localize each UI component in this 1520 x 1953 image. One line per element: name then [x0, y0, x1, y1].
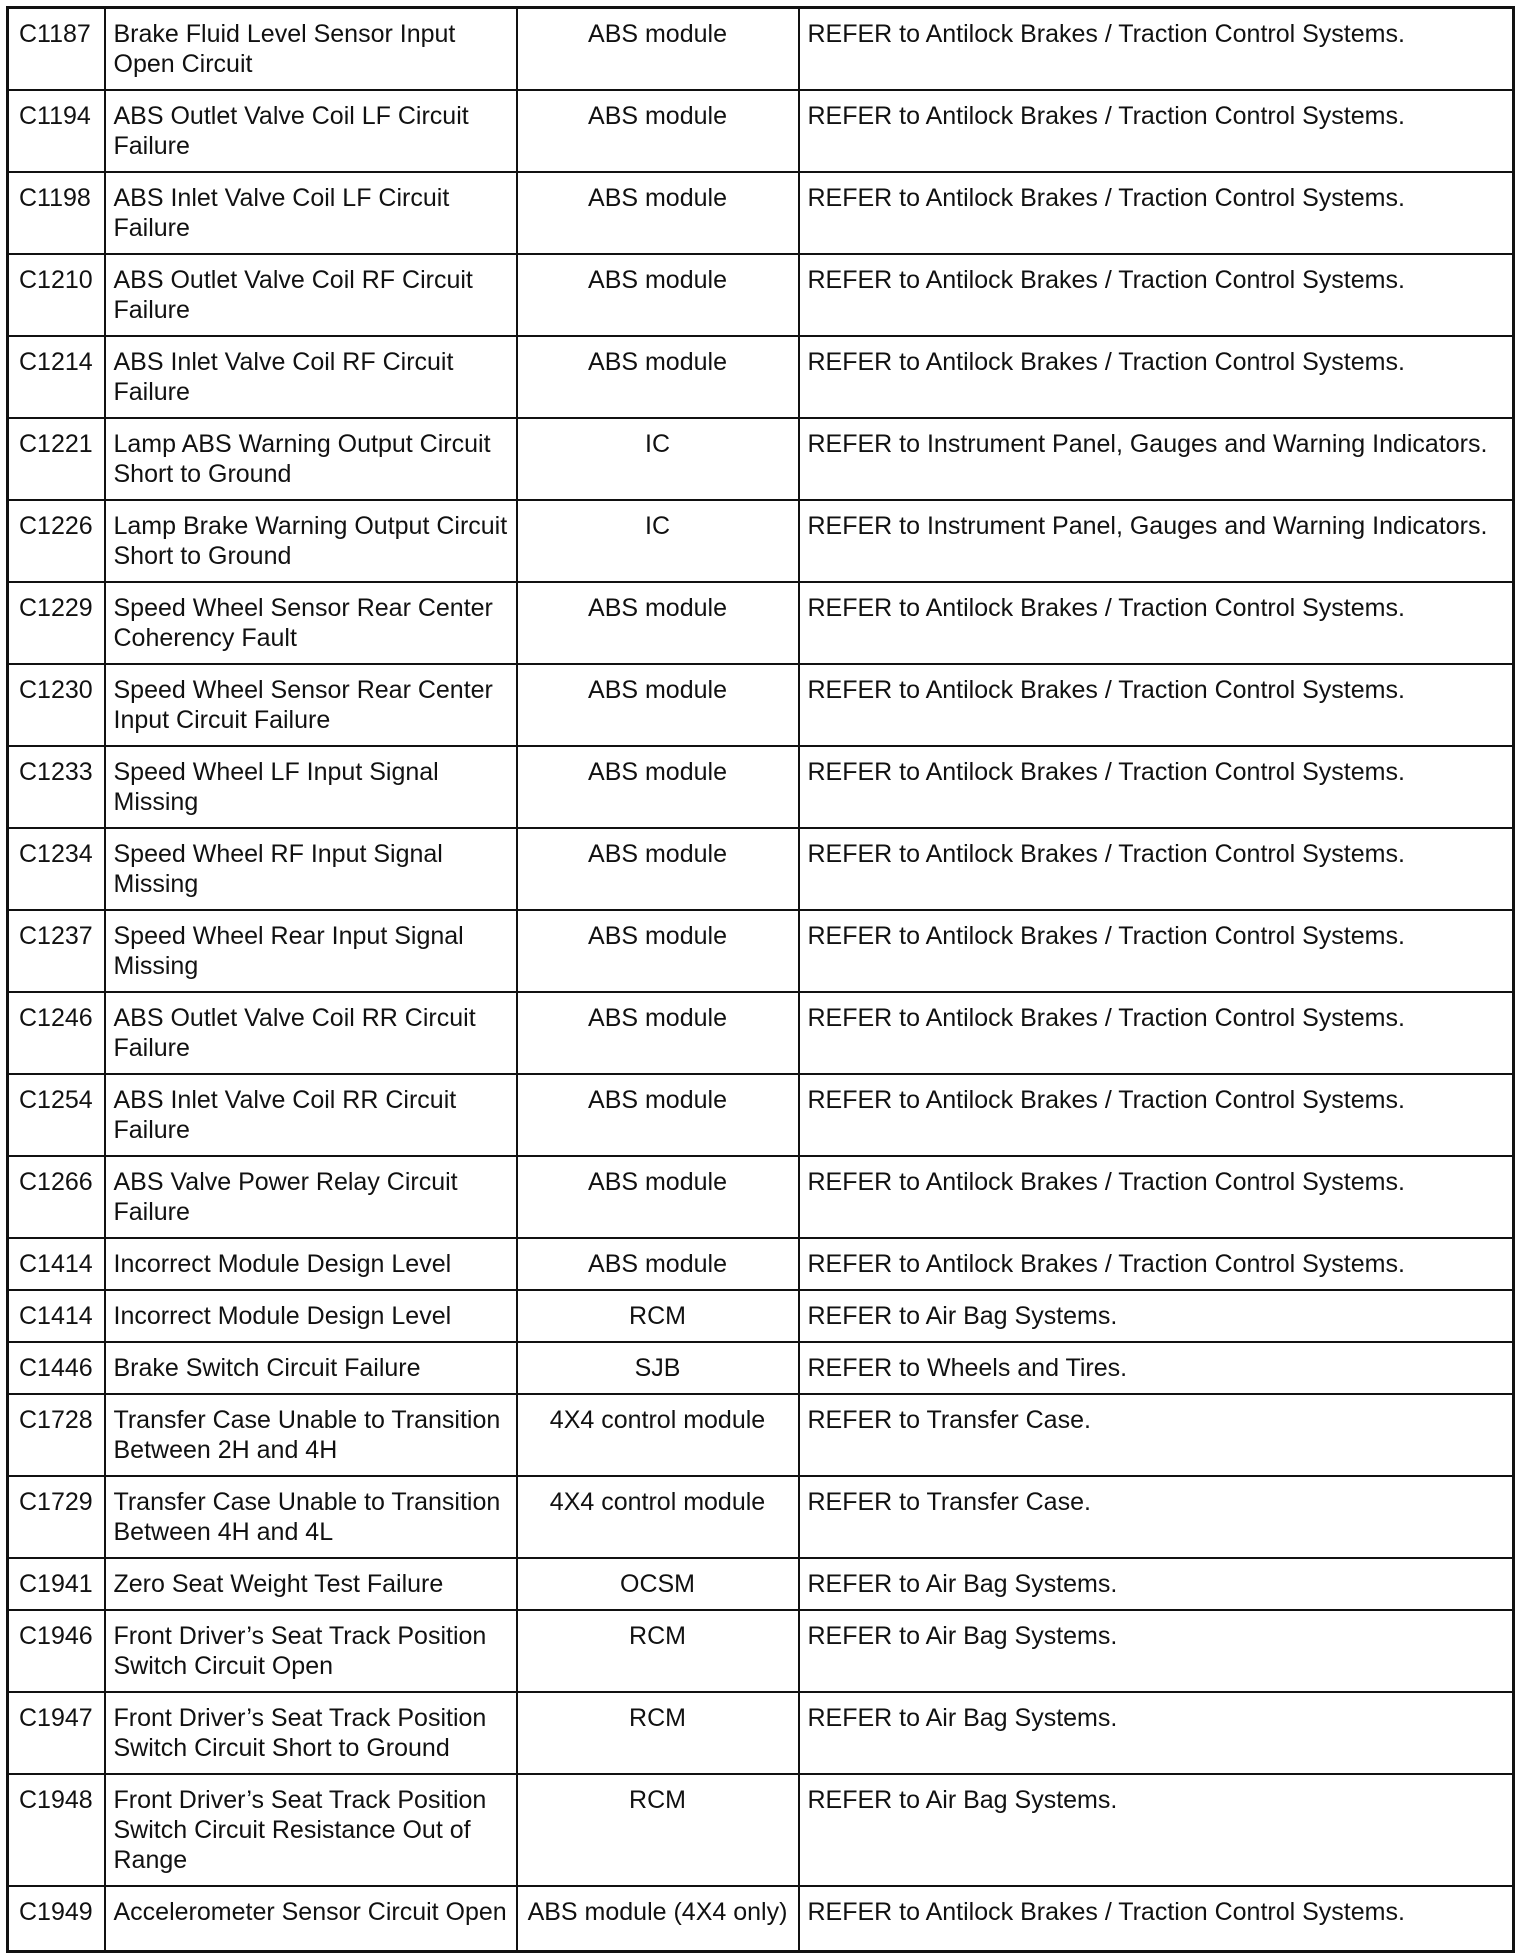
table-row — [8, 582, 1514, 664]
table-row — [8, 1886, 1514, 1951]
dtc-description: Speed Wheel Sensor Rear Center Coherency Fault — [105, 582, 517, 664]
dtc-action: REFER to Air Bag Systems. — [799, 1774, 1514, 1886]
dtc-code: C1414 — [8, 1290, 105, 1342]
dtc-code: C1728 — [8, 1394, 105, 1476]
dtc-module: 4X4 control module — [517, 1476, 799, 1558]
dtc-description: Accelerometer Sensor Circuit Open — [105, 1886, 517, 1951]
dtc-code: C1949 — [8, 1886, 105, 1951]
dtc-description: ABS Outlet Valve Coil LF Circuit Failure — [105, 90, 517, 172]
dtc-description: Speed Wheel LF Input Signal Missing — [105, 746, 517, 828]
dtc-module: ABS module — [517, 1238, 799, 1290]
dtc-action: REFER to Instrument Panel, Gauges and Warning Indicators. — [799, 418, 1514, 500]
dtc-module: ABS module — [517, 992, 799, 1074]
dtc-module: ABS module (4X4 only) — [517, 1886, 799, 1951]
dtc-action: REFER to Antilock Brakes / Traction Control Systems. — [799, 828, 1514, 910]
dtc-module: ABS module — [517, 1156, 799, 1238]
dtc-action: REFER to Air Bag Systems. — [799, 1610, 1514, 1692]
dtc-code: C1194 — [8, 90, 105, 172]
dtc-module: 4X4 control module — [517, 1394, 799, 1476]
dtc-description: Transfer Case Unable to Transition Between 2H and 4H — [105, 1394, 517, 1476]
dtc-action: REFER to Instrument Panel, Gauges and Warning Indicators. — [799, 500, 1514, 582]
dtc-module: ABS module — [517, 828, 799, 910]
dtc-module: ABS module — [517, 172, 799, 254]
dtc-action: REFER to Antilock Brakes / Traction Control Systems. — [799, 910, 1514, 992]
table-row — [8, 992, 1514, 1074]
dtc-code: C1446 — [8, 1342, 105, 1394]
dtc-module: RCM — [517, 1692, 799, 1774]
dtc-action: REFER to Wheels and Tires. — [799, 1342, 1514, 1394]
dtc-description: ABS Outlet Valve Coil RR Circuit Failure — [105, 992, 517, 1074]
dtc-description: ABS Inlet Valve Coil RF Circuit Failure — [105, 336, 517, 418]
dtc-code: C1187 — [8, 8, 105, 91]
dtc-code: C1234 — [8, 828, 105, 910]
dtc-description: Speed Wheel RF Input Signal Missing — [105, 828, 517, 910]
table-row — [8, 1290, 1514, 1342]
dtc-table — [6, 6, 1515, 1953]
dtc-description: ABS Inlet Valve Coil LF Circuit Failure — [105, 172, 517, 254]
dtc-module: ABS module — [517, 1074, 799, 1156]
dtc-action: REFER to Antilock Brakes / Traction Control Systems. — [799, 992, 1514, 1074]
dtc-action: REFER to Air Bag Systems. — [799, 1692, 1514, 1774]
table-row — [8, 254, 1514, 336]
dtc-action: REFER to Transfer Case. — [799, 1394, 1514, 1476]
dtc-action: REFER to Antilock Brakes / Traction Control Systems. — [799, 1238, 1514, 1290]
dtc-module: ABS module — [517, 336, 799, 418]
dtc-code: C1229 — [8, 582, 105, 664]
table-row — [8, 336, 1514, 418]
dtc-code: C1230 — [8, 664, 105, 746]
dtc-action: REFER to Antilock Brakes / Traction Control Systems. — [799, 1886, 1514, 1951]
table-row — [8, 910, 1514, 992]
table-row — [8, 746, 1514, 828]
dtc-code: C1210 — [8, 254, 105, 336]
table-row — [8, 664, 1514, 746]
dtc-module: ABS module — [517, 90, 799, 172]
dtc-description: Front Driver’s Seat Track Position Switch Circuit Resistance Out of Range — [105, 1774, 517, 1886]
dtc-module: SJB — [517, 1342, 799, 1394]
dtc-code: C1941 — [8, 1558, 105, 1610]
table-row — [8, 172, 1514, 254]
table-row — [8, 1156, 1514, 1238]
table-row — [8, 1558, 1514, 1610]
dtc-description: Speed Wheel Sensor Rear Center Input Circuit Failure — [105, 664, 517, 746]
dtc-description: Lamp Brake Warning Output Circuit Short to Ground — [105, 500, 517, 582]
dtc-module: ABS module — [517, 254, 799, 336]
dtc-code: C1947 — [8, 1692, 105, 1774]
dtc-code: C1226 — [8, 500, 105, 582]
dtc-action: REFER to Antilock Brakes / Traction Control Systems. — [799, 172, 1514, 254]
dtc-code: C1266 — [8, 1156, 105, 1238]
dtc-description: Front Driver’s Seat Track Position Switch Circuit Open — [105, 1610, 517, 1692]
dtc-action: REFER to Antilock Brakes / Traction Control Systems. — [799, 746, 1514, 828]
dtc-description: Zero Seat Weight Test Failure — [105, 1558, 517, 1610]
dtc-description: Front Driver’s Seat Track Position Switch Circuit Short to Ground — [105, 1692, 517, 1774]
dtc-action: REFER to Antilock Brakes / Traction Control Systems. — [799, 1156, 1514, 1238]
dtc-module: RCM — [517, 1774, 799, 1886]
table-row — [8, 1238, 1514, 1290]
dtc-action: REFER to Antilock Brakes / Traction Control Systems. — [799, 664, 1514, 746]
dtc-module: ABS module — [517, 664, 799, 746]
table-row — [8, 1774, 1514, 1886]
table-row — [8, 90, 1514, 172]
table-row — [8, 1692, 1514, 1774]
table-row — [8, 1610, 1514, 1692]
dtc-code: C1729 — [8, 1476, 105, 1558]
dtc-code: C1254 — [8, 1074, 105, 1156]
table-row — [8, 1074, 1514, 1156]
dtc-action: REFER to Air Bag Systems. — [799, 1290, 1514, 1342]
dtc-description: Brake Switch Circuit Failure — [105, 1342, 517, 1394]
dtc-description: Brake Fluid Level Sensor Input Open Circuit — [105, 8, 517, 91]
dtc-module: IC — [517, 418, 799, 500]
dtc-code: C1233 — [8, 746, 105, 828]
dtc-description: Incorrect Module Design Level — [105, 1290, 517, 1342]
dtc-code: C1237 — [8, 910, 105, 992]
table-row — [8, 8, 1514, 91]
dtc-module: ABS module — [517, 8, 799, 91]
dtc-code: C1198 — [8, 172, 105, 254]
dtc-description: Lamp ABS Warning Output Circuit Short to Ground — [105, 418, 517, 500]
dtc-module: IC — [517, 500, 799, 582]
dtc-description: ABS Inlet Valve Coil RR Circuit Failure — [105, 1074, 517, 1156]
dtc-code: C1214 — [8, 336, 105, 418]
dtc-description: ABS Valve Power Relay Circuit Failure — [105, 1156, 517, 1238]
table-row — [8, 418, 1514, 500]
dtc-module: RCM — [517, 1610, 799, 1692]
dtc-action: REFER to Antilock Brakes / Traction Control Systems. — [799, 336, 1514, 418]
dtc-description: Transfer Case Unable to Transition Between 4H and 4L — [105, 1476, 517, 1558]
dtc-action: REFER to Air Bag Systems. — [799, 1558, 1514, 1610]
dtc-action: REFER to Transfer Case. — [799, 1476, 1514, 1558]
dtc-code: C1246 — [8, 992, 105, 1074]
dtc-action: REFER to Antilock Brakes / Traction Control Systems. — [799, 8, 1514, 91]
dtc-module: ABS module — [517, 582, 799, 664]
dtc-table-body — [8, 8, 1514, 1952]
dtc-code: C1948 — [8, 1774, 105, 1886]
dtc-code: C1946 — [8, 1610, 105, 1692]
table-row — [8, 1394, 1514, 1476]
table-row — [8, 1342, 1514, 1394]
dtc-action: REFER to Antilock Brakes / Traction Control Systems. — [799, 1074, 1514, 1156]
dtc-action: REFER to Antilock Brakes / Traction Control Systems. — [799, 254, 1514, 336]
table-row — [8, 828, 1514, 910]
dtc-module: ABS module — [517, 746, 799, 828]
dtc-action: REFER to Antilock Brakes / Traction Control Systems. — [799, 582, 1514, 664]
dtc-description: ABS Outlet Valve Coil RF Circuit Failure — [105, 254, 517, 336]
table-row — [8, 500, 1514, 582]
dtc-description: Incorrect Module Design Level — [105, 1238, 517, 1290]
table-row — [8, 1476, 1514, 1558]
dtc-module: OCSM — [517, 1558, 799, 1610]
dtc-module: RCM — [517, 1290, 799, 1342]
dtc-module: ABS module — [517, 910, 799, 992]
dtc-action: REFER to Antilock Brakes / Traction Control Systems. — [799, 90, 1514, 172]
dtc-code: C1221 — [8, 418, 105, 500]
dtc-description: Speed Wheel Rear Input Signal Missing — [105, 910, 517, 992]
dtc-code: C1414 — [8, 1238, 105, 1290]
